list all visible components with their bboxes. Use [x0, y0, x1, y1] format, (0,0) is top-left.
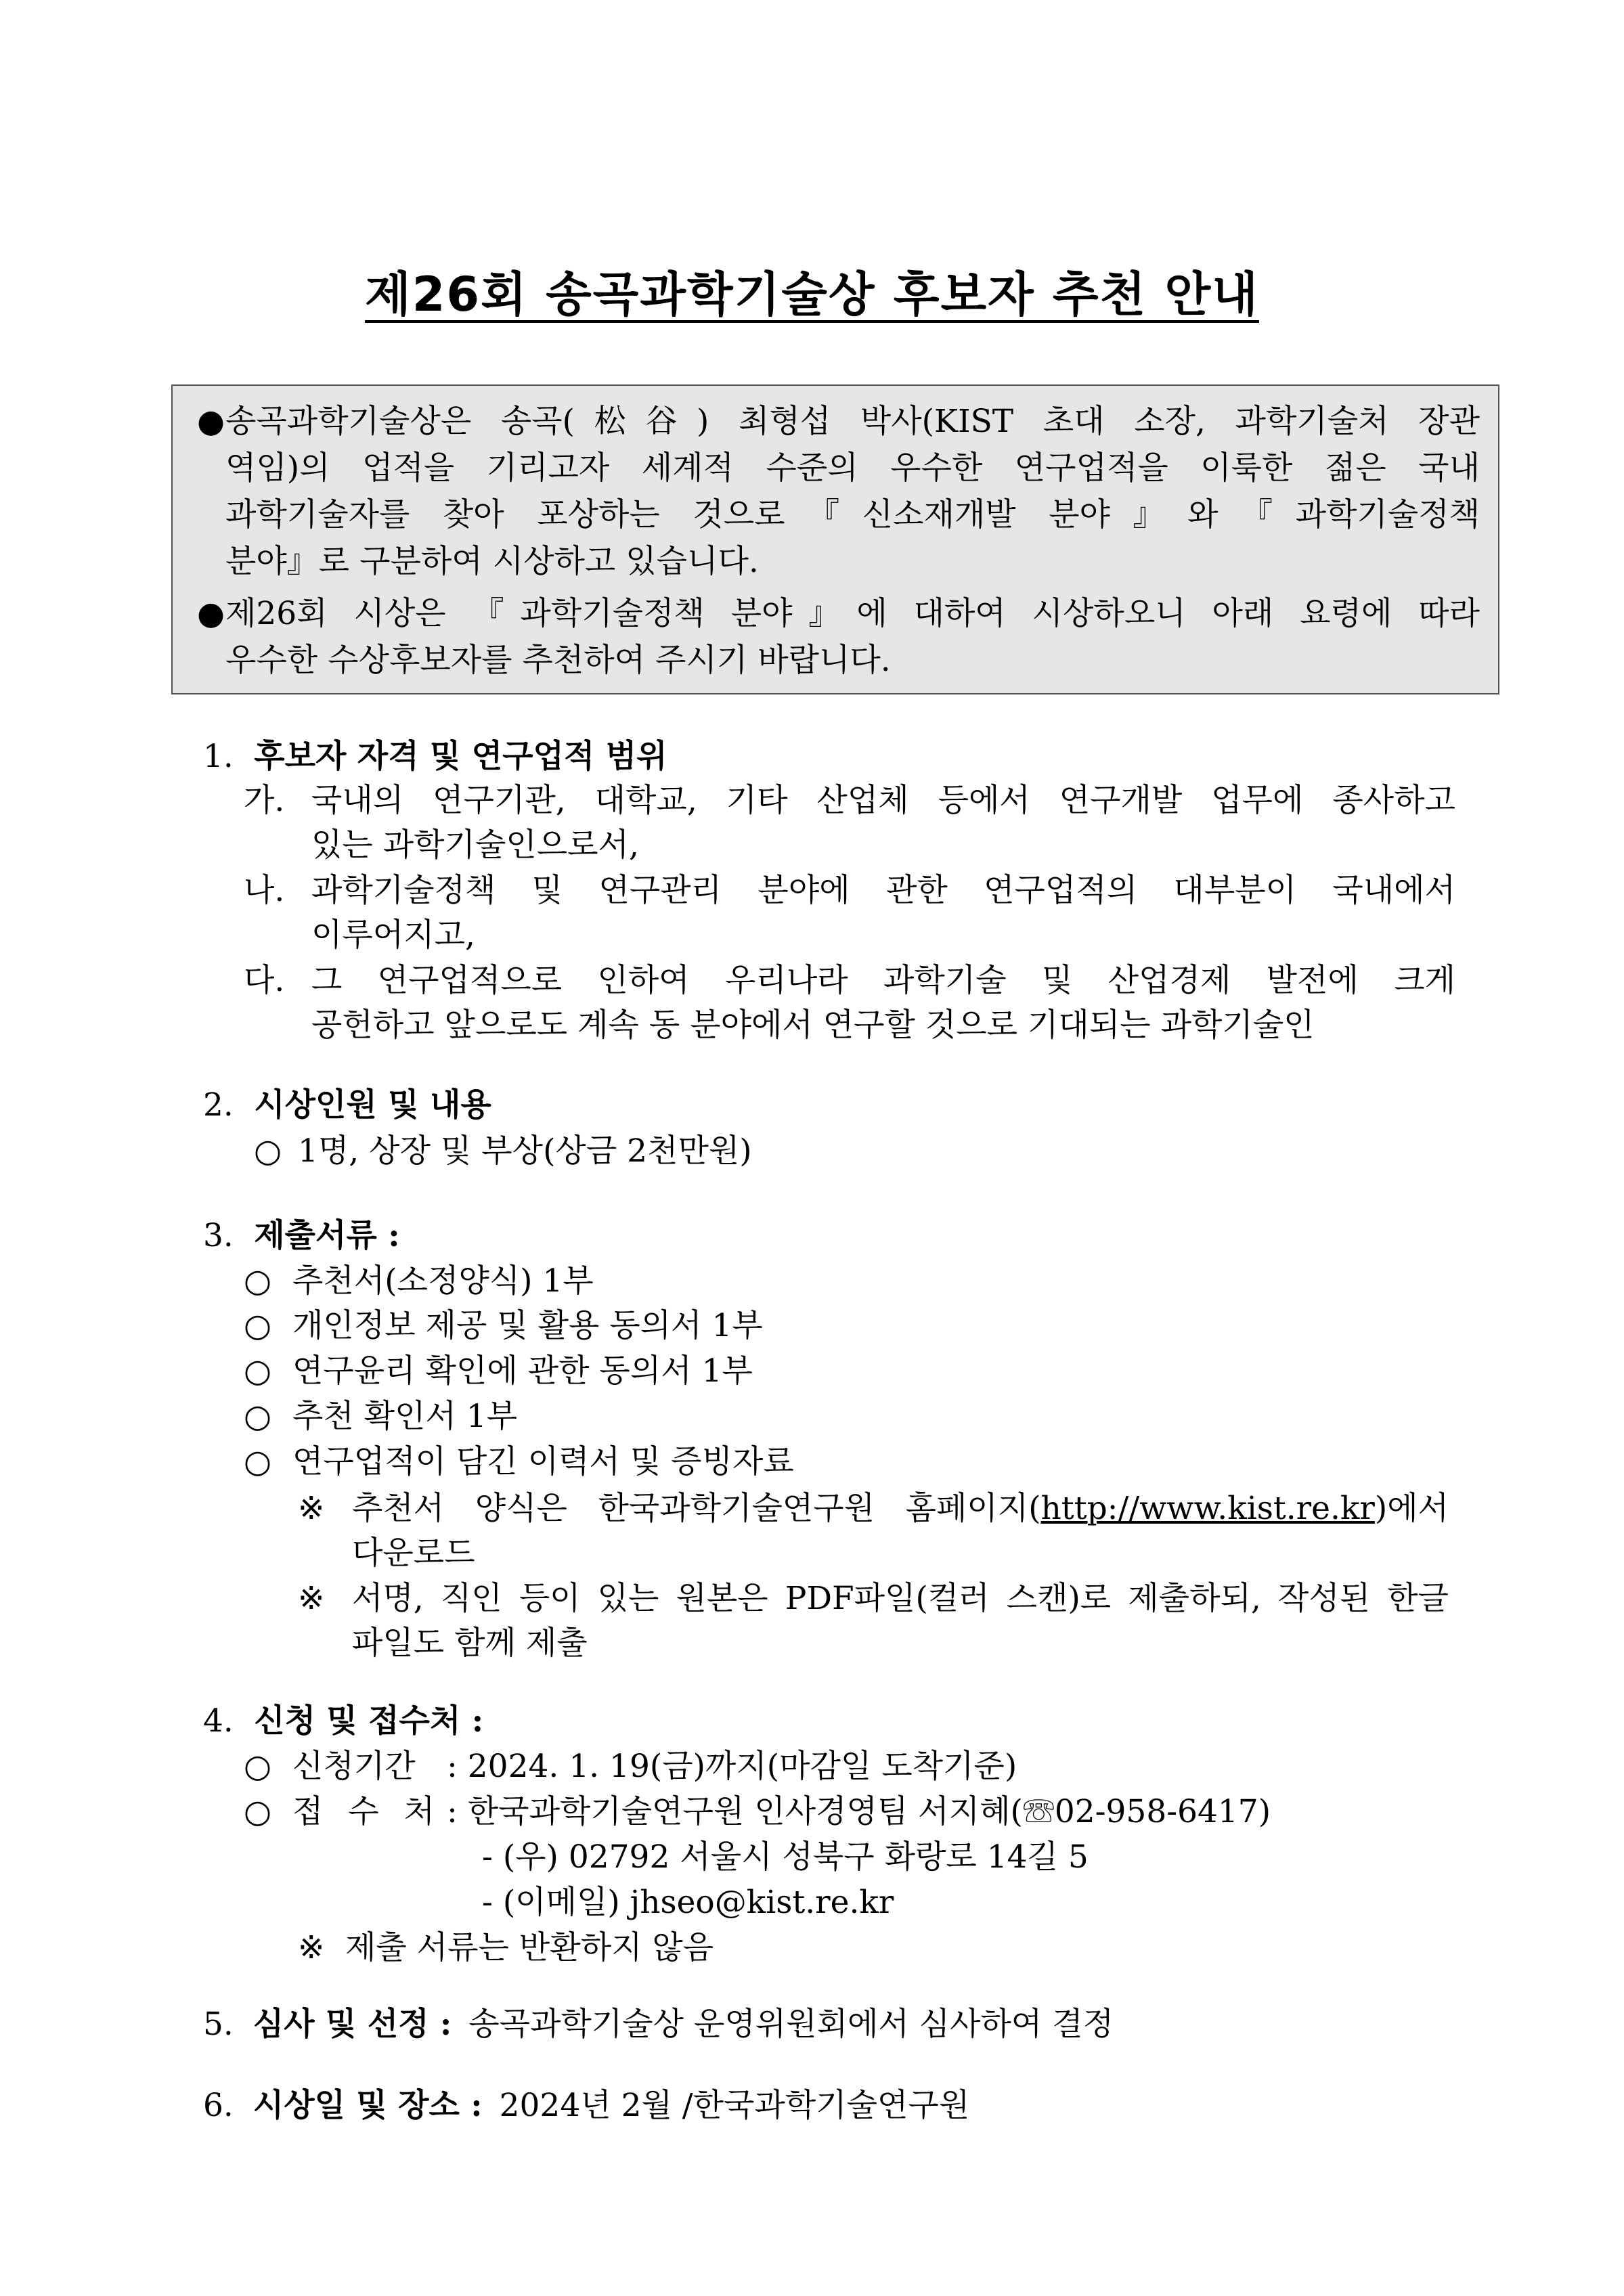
note-mark-icon: ※: [298, 1490, 325, 1527]
section-3-item: 추천 확인서 1부: [292, 1398, 518, 1435]
section-1-item-line: 공헌하고 앞으로도 계속 동 분야에서 연구할 것으로 기대되는 과학기술인: [311, 1007, 1315, 1044]
circle-bullet-icon: ○: [244, 1352, 272, 1390]
circle-bullet-icon: ○: [244, 1307, 272, 1344]
section-3-item: 추천서(소정양식) 1부: [292, 1262, 594, 1300]
document-title: 제26회 송곡과학기술상 후보자 추천 안내: [365, 267, 1259, 322]
note-line: 추천서 양식은 한국과학기술연구원 홈페이지(http://www.kist.re.kr)에서: [352, 1490, 1449, 1527]
section-1-item-marker: 다.: [244, 962, 285, 999]
intro-paragraph-1: [197, 398, 1480, 585]
section-1-item-line: 과학기술정책 및 연구관리 분야에 관한 연구업적의 대부분이 국내에서: [311, 872, 1455, 909]
intro-box: [171, 384, 1499, 694]
section-2-item: 1명, 상장 및 부상(상금 2천만원): [298, 1132, 752, 1170]
note-line: 파일도 함께 제출: [352, 1625, 588, 1662]
section-1-item-line: 있는 과학기술인으로서,: [311, 826, 639, 864]
intro-line: 역임)의 업적을 기리고자 세계적 수준의 우수한 연구업적을 이룩한 젊은 국내: [225, 449, 1480, 487]
intro-line: 우수한 수상후보자를 추천하여 주시기 바랍니다.: [225, 642, 891, 679]
section-5: 5. 심사 및 선정 : 송곡과학기술상 운영위원회에서 심사하여 결정: [203, 2006, 1114, 2043]
section-1-item-line: 국내의 연구기관, 대학교, 기타 산업체 등에서 연구개발 업무에 종사하고: [311, 782, 1455, 819]
circle-bullet-icon: ○: [244, 1748, 272, 1785]
section-1-heading: 1. 후보자 자격 및 연구업적 범위: [203, 738, 667, 775]
section-1-item-line: 이루어지고,: [311, 917, 475, 954]
intro-line: 과학기술자를 찾아 포상하는 것으로『신소재개발 분야』와『과학기술정책: [225, 496, 1480, 533]
section-1-item-marker: 나.: [244, 872, 285, 909]
period-value: : 2024. 1. 19(금)까지(마감일 도착기준): [447, 1748, 1017, 1785]
kist-homepage-link[interactable]: http://www.kist.re.kr: [1040, 1490, 1375, 1527]
circle-bullet-icon: ○: [244, 1262, 272, 1300]
section-1-item-marker: 가.: [244, 782, 285, 819]
section-2-heading: 2. 시상인원 및 내용: [203, 1086, 491, 1124]
section-1-item-line: 그 연구업적으로 인하여 우리나라 과학기술 및 산업경제 발전에 크게: [311, 962, 1455, 999]
section-3-item: 연구윤리 확인에 관한 동의서 1부: [292, 1352, 753, 1390]
period-label: 신청기간: [292, 1748, 416, 1785]
note-mark-icon: ※: [298, 1580, 325, 1617]
intro-line: 송곡과학기술상은 송곡(松谷) 최형섭 박사(KIST 초대 소장, 과학기술처 장관: [225, 403, 1480, 440]
circle-bullet-icon: ○: [244, 1443, 272, 1480]
note-line: 다운로드: [352, 1535, 475, 1572]
circle-bullet-icon: ○: [254, 1132, 282, 1170]
recv-label: 접 수 처: [292, 1793, 435, 1830]
section-3-heading: 3. 제출서류 :: [203, 1217, 400, 1254]
recv-value: : 한국과학기술연구원 인사경영팀 서지혜(☏02-958-6417): [447, 1793, 1271, 1830]
section-3-item: 개인정보 제공 및 활용 동의서 1부: [292, 1307, 763, 1344]
return-note: 제출 서류는 반환하지 않음: [345, 1929, 714, 1966]
section-4-heading: 4. 신청 및 접수처 :: [203, 1702, 484, 1740]
section-3-item: 연구업적이 담긴 이력서 및 증빙자료: [292, 1443, 794, 1480]
note-line: 서명, 직인 등이 있는 원본은 PDF파일(컬러 스캔)로 제출하되, 작성된 한글: [352, 1580, 1449, 1617]
note-mark-icon: ※: [298, 1929, 325, 1966]
email-address: - (이메일) jhseo@kist.re.kr: [482, 1884, 894, 1921]
bullet-icon: ●: [197, 595, 225, 632]
intro-line: 분야』로 구분하여 시상하고 있습니다.: [225, 543, 759, 580]
circle-bullet-icon: ○: [244, 1793, 272, 1830]
intro-paragraph-2: [197, 590, 1480, 684]
postal-address: - (우) 02792 서울시 성북구 화랑로 14길 5: [482, 1838, 1089, 1876]
intro-line: 제26회 시상은 『과학기술정책 분야』에 대하여 시상하오니 아래 요령에 따라: [225, 595, 1480, 632]
bullet-icon: ●: [197, 403, 225, 440]
section-6: 6. 시상일 및 장소 : 2024년 2월 /한국과학기술연구원: [203, 2087, 970, 2124]
circle-bullet-icon: ○: [244, 1398, 272, 1435]
